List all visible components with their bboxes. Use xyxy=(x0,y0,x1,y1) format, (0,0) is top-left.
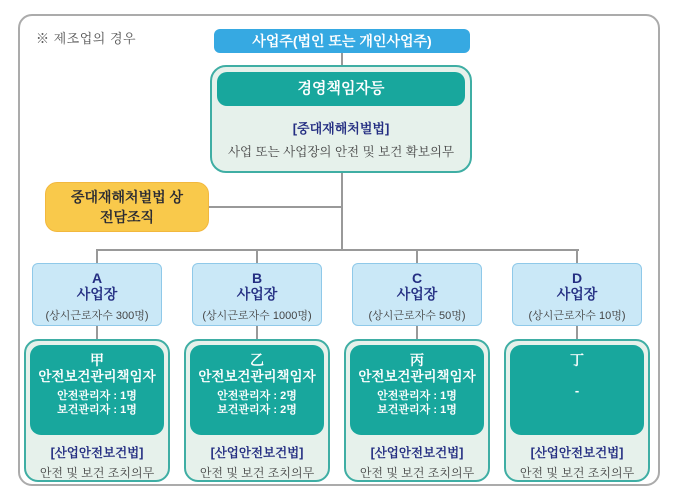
connector-dedicated-org xyxy=(208,206,342,208)
site-name: C xyxy=(411,270,423,286)
connector-owner-executive xyxy=(341,53,343,65)
manager-card-c xyxy=(350,345,484,435)
manager-staff-list xyxy=(30,389,164,417)
dedicated-org-box xyxy=(45,182,209,232)
manager-dash: - xyxy=(574,383,580,398)
site-type: 사업장 xyxy=(396,286,438,302)
site-workers: (상시근로자수 300명) xyxy=(45,310,149,322)
osh-duty-text: 안전 및 보건 조치의무 xyxy=(199,466,315,480)
site-name: D xyxy=(571,270,583,286)
manager-person: 丁 xyxy=(570,352,584,368)
manager-card-a xyxy=(30,345,164,435)
manager-staff-list xyxy=(350,389,484,417)
manager-staff-list xyxy=(190,389,324,417)
osh-duty-text: 안전 및 보건 조치의무 xyxy=(359,466,475,480)
connector-stub-site-d xyxy=(576,249,578,263)
manager-role: 안전보건관리책임자 xyxy=(358,369,476,384)
staff-line: 안전관리자 : 1명 xyxy=(57,390,137,402)
connector-stub-site-b xyxy=(256,249,258,263)
chart-frame xyxy=(18,14,660,486)
manager-container-c xyxy=(344,339,490,482)
manager-container-a xyxy=(24,339,170,482)
staff-line: 보건관리자 : 1명 xyxy=(57,404,137,416)
manager-role: 안전보건관리책임자 xyxy=(38,369,156,384)
osh-act-label: [산업안전보건법] xyxy=(50,446,144,460)
osh-duty-text: 안전 및 보건 조치의무 xyxy=(39,466,155,480)
executive-container xyxy=(210,65,472,173)
connector-stub-manager-b xyxy=(256,326,258,339)
osh-act-label: [산업안전보건법] xyxy=(370,446,464,460)
manager-person: 甲 xyxy=(90,352,104,368)
osh-act-label: [산업안전보건법] xyxy=(210,446,304,460)
connector-stub-site-a xyxy=(96,249,98,263)
manager-container-b xyxy=(184,339,330,482)
site-workers: (상시근로자수 50명) xyxy=(368,310,466,322)
site-name: B xyxy=(251,270,263,286)
site-type: 사업장 xyxy=(76,286,118,302)
connector-stub-site-c xyxy=(416,249,418,263)
manager-card-b xyxy=(190,345,324,435)
connector-stub-manager-c xyxy=(416,326,418,339)
site-workers: (상시근로자수 10명) xyxy=(528,310,626,322)
connector-stub-manager-a xyxy=(96,326,98,339)
serious-accident-act-label: [중대재해처벌법] xyxy=(292,121,390,136)
site-name: A xyxy=(91,270,103,286)
executive-duty-text: 사업 또는 사업장의 안전 및 보건 확보의무 xyxy=(227,145,455,159)
site-box-c xyxy=(352,263,482,326)
dedicated-org-line2: 전담조직 xyxy=(99,209,155,225)
site-box-b xyxy=(192,263,322,326)
staff-line: 안전관리자 : 1명 xyxy=(377,390,457,402)
site-type: 사업장 xyxy=(236,286,278,302)
manager-role: 안전보건관리책임자 xyxy=(198,369,316,384)
staff-line: 보건관리자 : 1명 xyxy=(377,404,457,416)
connector-stub-manager-d xyxy=(576,326,578,339)
manager-card-d xyxy=(510,345,644,435)
site-type: 사업장 xyxy=(556,286,598,302)
osh-duty-text: 안전 및 보건 조치의무 xyxy=(519,466,635,480)
site-workers: (상시근로자수 1000명) xyxy=(202,310,312,322)
manufacturing-note: ※ 제조업의 경우 xyxy=(36,31,137,46)
staff-line: 보건관리자 : 2명 xyxy=(217,404,297,416)
business-owner-box: 사업주(법인 또는 개인사업주) xyxy=(214,29,470,53)
executive-title: 경영책임자등 xyxy=(217,72,465,106)
manager-person: 丙 xyxy=(410,352,424,368)
connector-executive-sites xyxy=(341,173,343,250)
site-box-d xyxy=(512,263,642,326)
manager-person: 乙 xyxy=(250,352,264,368)
site-box-a xyxy=(32,263,162,326)
osh-act-label: [산업안전보건법] xyxy=(530,446,624,460)
dedicated-org-line1: 중대재해처벌법 상 xyxy=(70,189,184,205)
staff-line: 안전관리자 : 2명 xyxy=(217,390,297,402)
connector-distribution-line xyxy=(97,249,579,251)
manager-container-d xyxy=(504,339,650,482)
